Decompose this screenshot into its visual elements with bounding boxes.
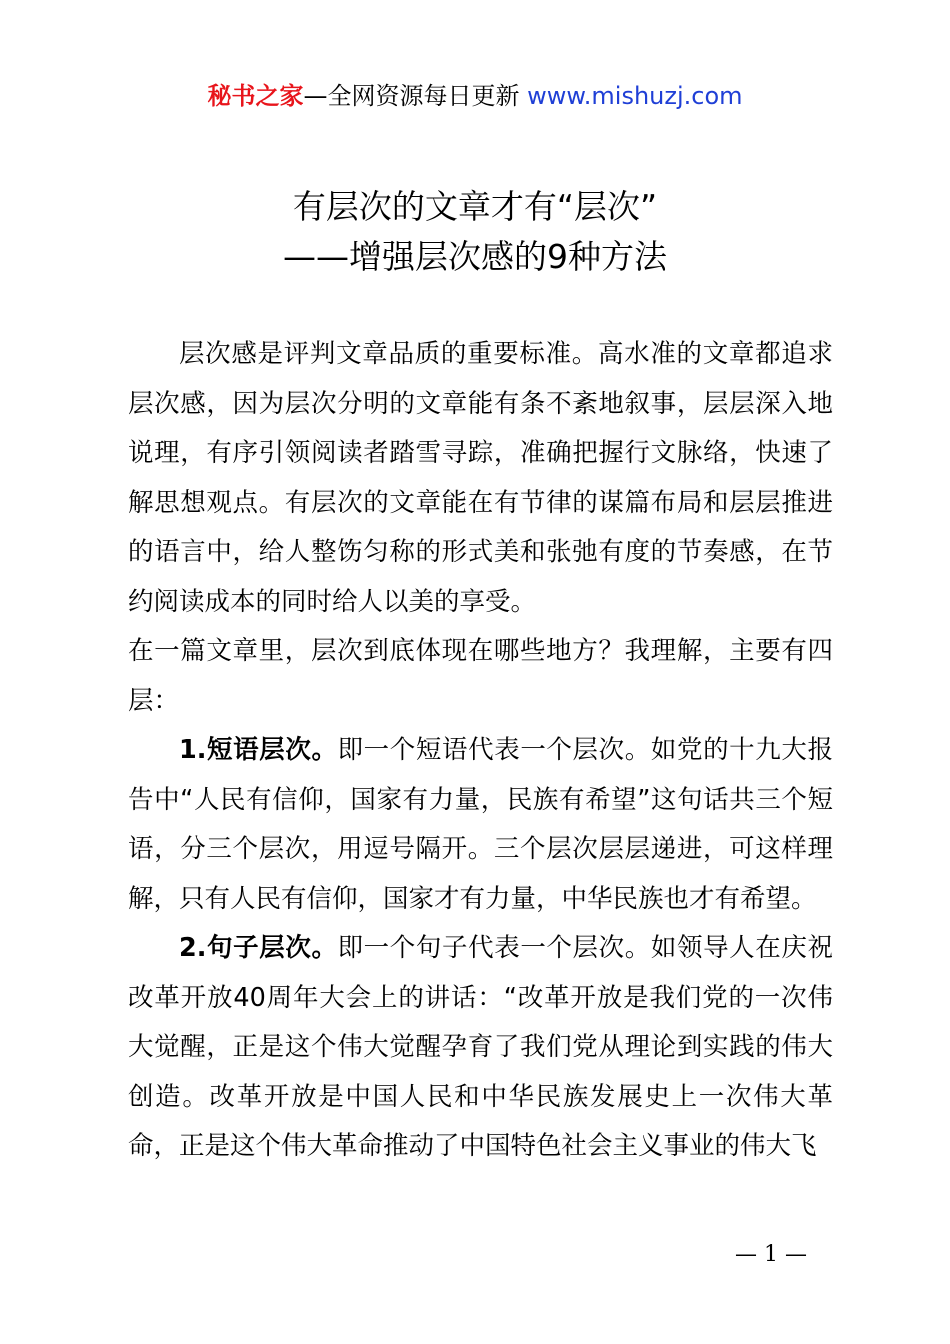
title-line-2: ——增强层次感的9种方法: [283, 237, 667, 276]
site-url-link[interactable]: www.mishuzj.com: [527, 82, 743, 110]
brand-name: 秘书之家: [207, 82, 304, 110]
heading-sentence-level: 2.句子层次。: [179, 933, 338, 963]
header-tagline: —全网资源每日更新: [303, 82, 520, 110]
text-phrase-level: 即一个短语代表一个层次。如党的十九大报告中“人民有信仰，国家有力量，民族有希望”这句话共三个短语，分三个层次，用逗号隔开。三个层次层层递进，可这样理解，只有人民有信仰，国家才有力量，中华民族也才有希望。: [128, 735, 833, 914]
site-header: [0, 78, 950, 114]
paragraph-phrase-level: [128, 726, 833, 924]
text-sentence-level: 即一个句子代表一个层次。如领导人在庆祝改革开放40周年大会上的讲话：“改革开放是我们党的一次伟大觉醒，正是这个伟大觉醒孕育了我们党从理论到实践的伟大创造。改革开放是中国人民和中华民族发展史上一次伟大革命，正是这个伟大革命推动了中国特色社会主义事业的伟大飞: [128, 933, 833, 1161]
document-body: [128, 330, 833, 1172]
paragraph-intro: 层次感是评判文章品质的重要标准。高水准的文章都追求层次感，因为层次分明的文章能有条不紊地叙事，层层深入地说理，有序引领阅读者踏雪寻踪，准确把握行文脉络，快速了解思想观点。有层次的文章能在有节律的谋篇布局和层层推进的语言中，给人整饬匀称的形式美和张弛有度的节奏感，在节约阅读成本的同时给人以美的享受。: [128, 339, 833, 617]
paragraph-question: 在一篇文章里，层次到底体现在哪些地方？我理解，主要有四层：: [128, 636, 833, 716]
paragraph-sentence-level: [128, 924, 833, 1172]
page-number: — 1 —: [735, 1242, 807, 1267]
title-line-1: 有层次的文章才有“层次”: [292, 187, 658, 226]
document-title: [0, 182, 950, 282]
heading-phrase-level: 1.短语层次。: [179, 735, 338, 765]
